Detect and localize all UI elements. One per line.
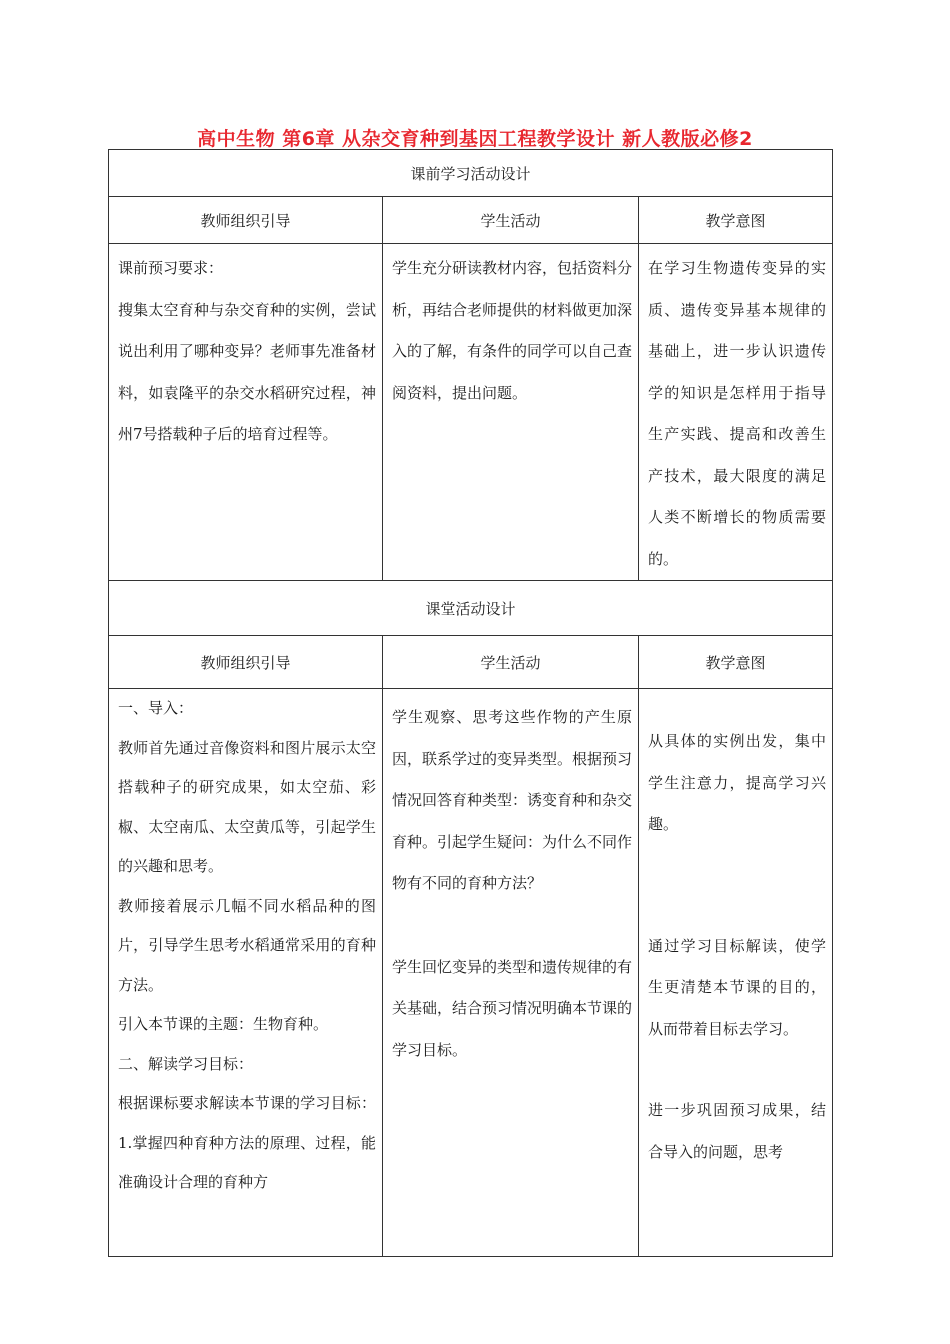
section-heading-in-class: 课堂活动设计 xyxy=(109,581,833,636)
teacher-paragraph: 二、解读学习目标： xyxy=(118,1054,254,1073)
column-header-intent: 教学意图 xyxy=(639,636,833,689)
section-heading-pre-class: 课前学习活动设计 xyxy=(109,150,833,197)
column-header-teacher: 教师组织引导 xyxy=(109,197,383,244)
student-activity-cell xyxy=(383,244,639,581)
intent-paragraph: 在学习生物遗传变异的实质、遗传变异基本规律的基础上，进一步认识遗传学的知识是怎样用于指导生产实践、提高和改善生产技术，最大限度的满足人类不断增长的物质需要的。 xyxy=(648,259,827,568)
teacher-guidance-cell xyxy=(109,689,383,1257)
column-header-row xyxy=(109,636,833,689)
teacher-paragraph: 教师首先通过音像资料和图片展示太空搭载种子的研究成果，如太空茄、彩椒、太空南瓜、太空黄瓜等，引起学生的兴趣和思考。 xyxy=(118,738,376,875)
teacher-paragraph: 搜集太空育种与杂交育种的实例，尝试说出利用了哪种变异？老师事先准备材料，如袁隆平的杂交水稻研究过程，神州7号搭载种子后的培育过程等。 xyxy=(118,300,376,443)
teacher-paragraph: 根据课标要求解读本节课的学习目标：1.掌握四种育种方法的原理、过程，能准确设计合理的育种方 xyxy=(118,1094,376,1191)
student-activity-cell xyxy=(383,689,639,1257)
section-heading-row xyxy=(109,150,833,197)
teacher-paragraph: 课前预习要求： xyxy=(118,259,224,277)
content-row xyxy=(109,689,833,1257)
column-header-student: 学生活动 xyxy=(383,197,639,244)
student-paragraph: 学生回忆变异的类型和遗传规律的有关基础，结合预习情况明确本节课的学习目标。 xyxy=(392,957,633,1059)
teaching-intent-cell xyxy=(639,244,833,581)
column-header-teacher: 教师组织引导 xyxy=(109,636,383,689)
intent-paragraph: 通过学习目标解读，使学生更清楚本节课的目的，从而带着目标去学习。 xyxy=(648,936,827,1038)
section-heading-row xyxy=(109,581,833,636)
column-header-student: 学生活动 xyxy=(383,636,639,689)
column-header-intent: 教学意图 xyxy=(639,197,833,244)
teacher-paragraph: 引入本节课的主题：生物育种。 xyxy=(118,1015,329,1033)
document-title: 高中生物 第6章 从杂交育种到基因工程教学设计 新人教版必修2 xyxy=(197,128,753,150)
intent-paragraph: 从具体的实例出发，集中学生注意力，提高学习兴趣。 xyxy=(648,732,827,833)
teacher-guidance-cell xyxy=(109,244,383,581)
teacher-paragraph: 一、导入： xyxy=(118,699,194,717)
intent-paragraph: 进一步巩固预习成果，结合导入的问题，思考 xyxy=(648,1101,827,1161)
content-row xyxy=(109,244,833,581)
column-header-row xyxy=(109,197,833,244)
student-paragraph: 学生充分研读教材内容，包括资料分析，再结合老师提供的材料做更加深入的了解，有条件的同学可以自己查阅资料，提出问题。 xyxy=(392,259,633,402)
lesson-plan-table xyxy=(108,149,833,1257)
student-paragraph: 学生观察、思考这些作物的产生原因，联系学过的变异类型。根据预习情况回答育种类型：诱变育种和杂交育种。引起学生疑问：为什么不同作物有不同的育种方法？ xyxy=(392,708,633,892)
teaching-intent-cell xyxy=(639,689,833,1257)
teacher-paragraph: 教师接着展示几幅不同水稻品种的图片，引导学生思考水稻通常采用的育种方法。 xyxy=(118,896,376,994)
